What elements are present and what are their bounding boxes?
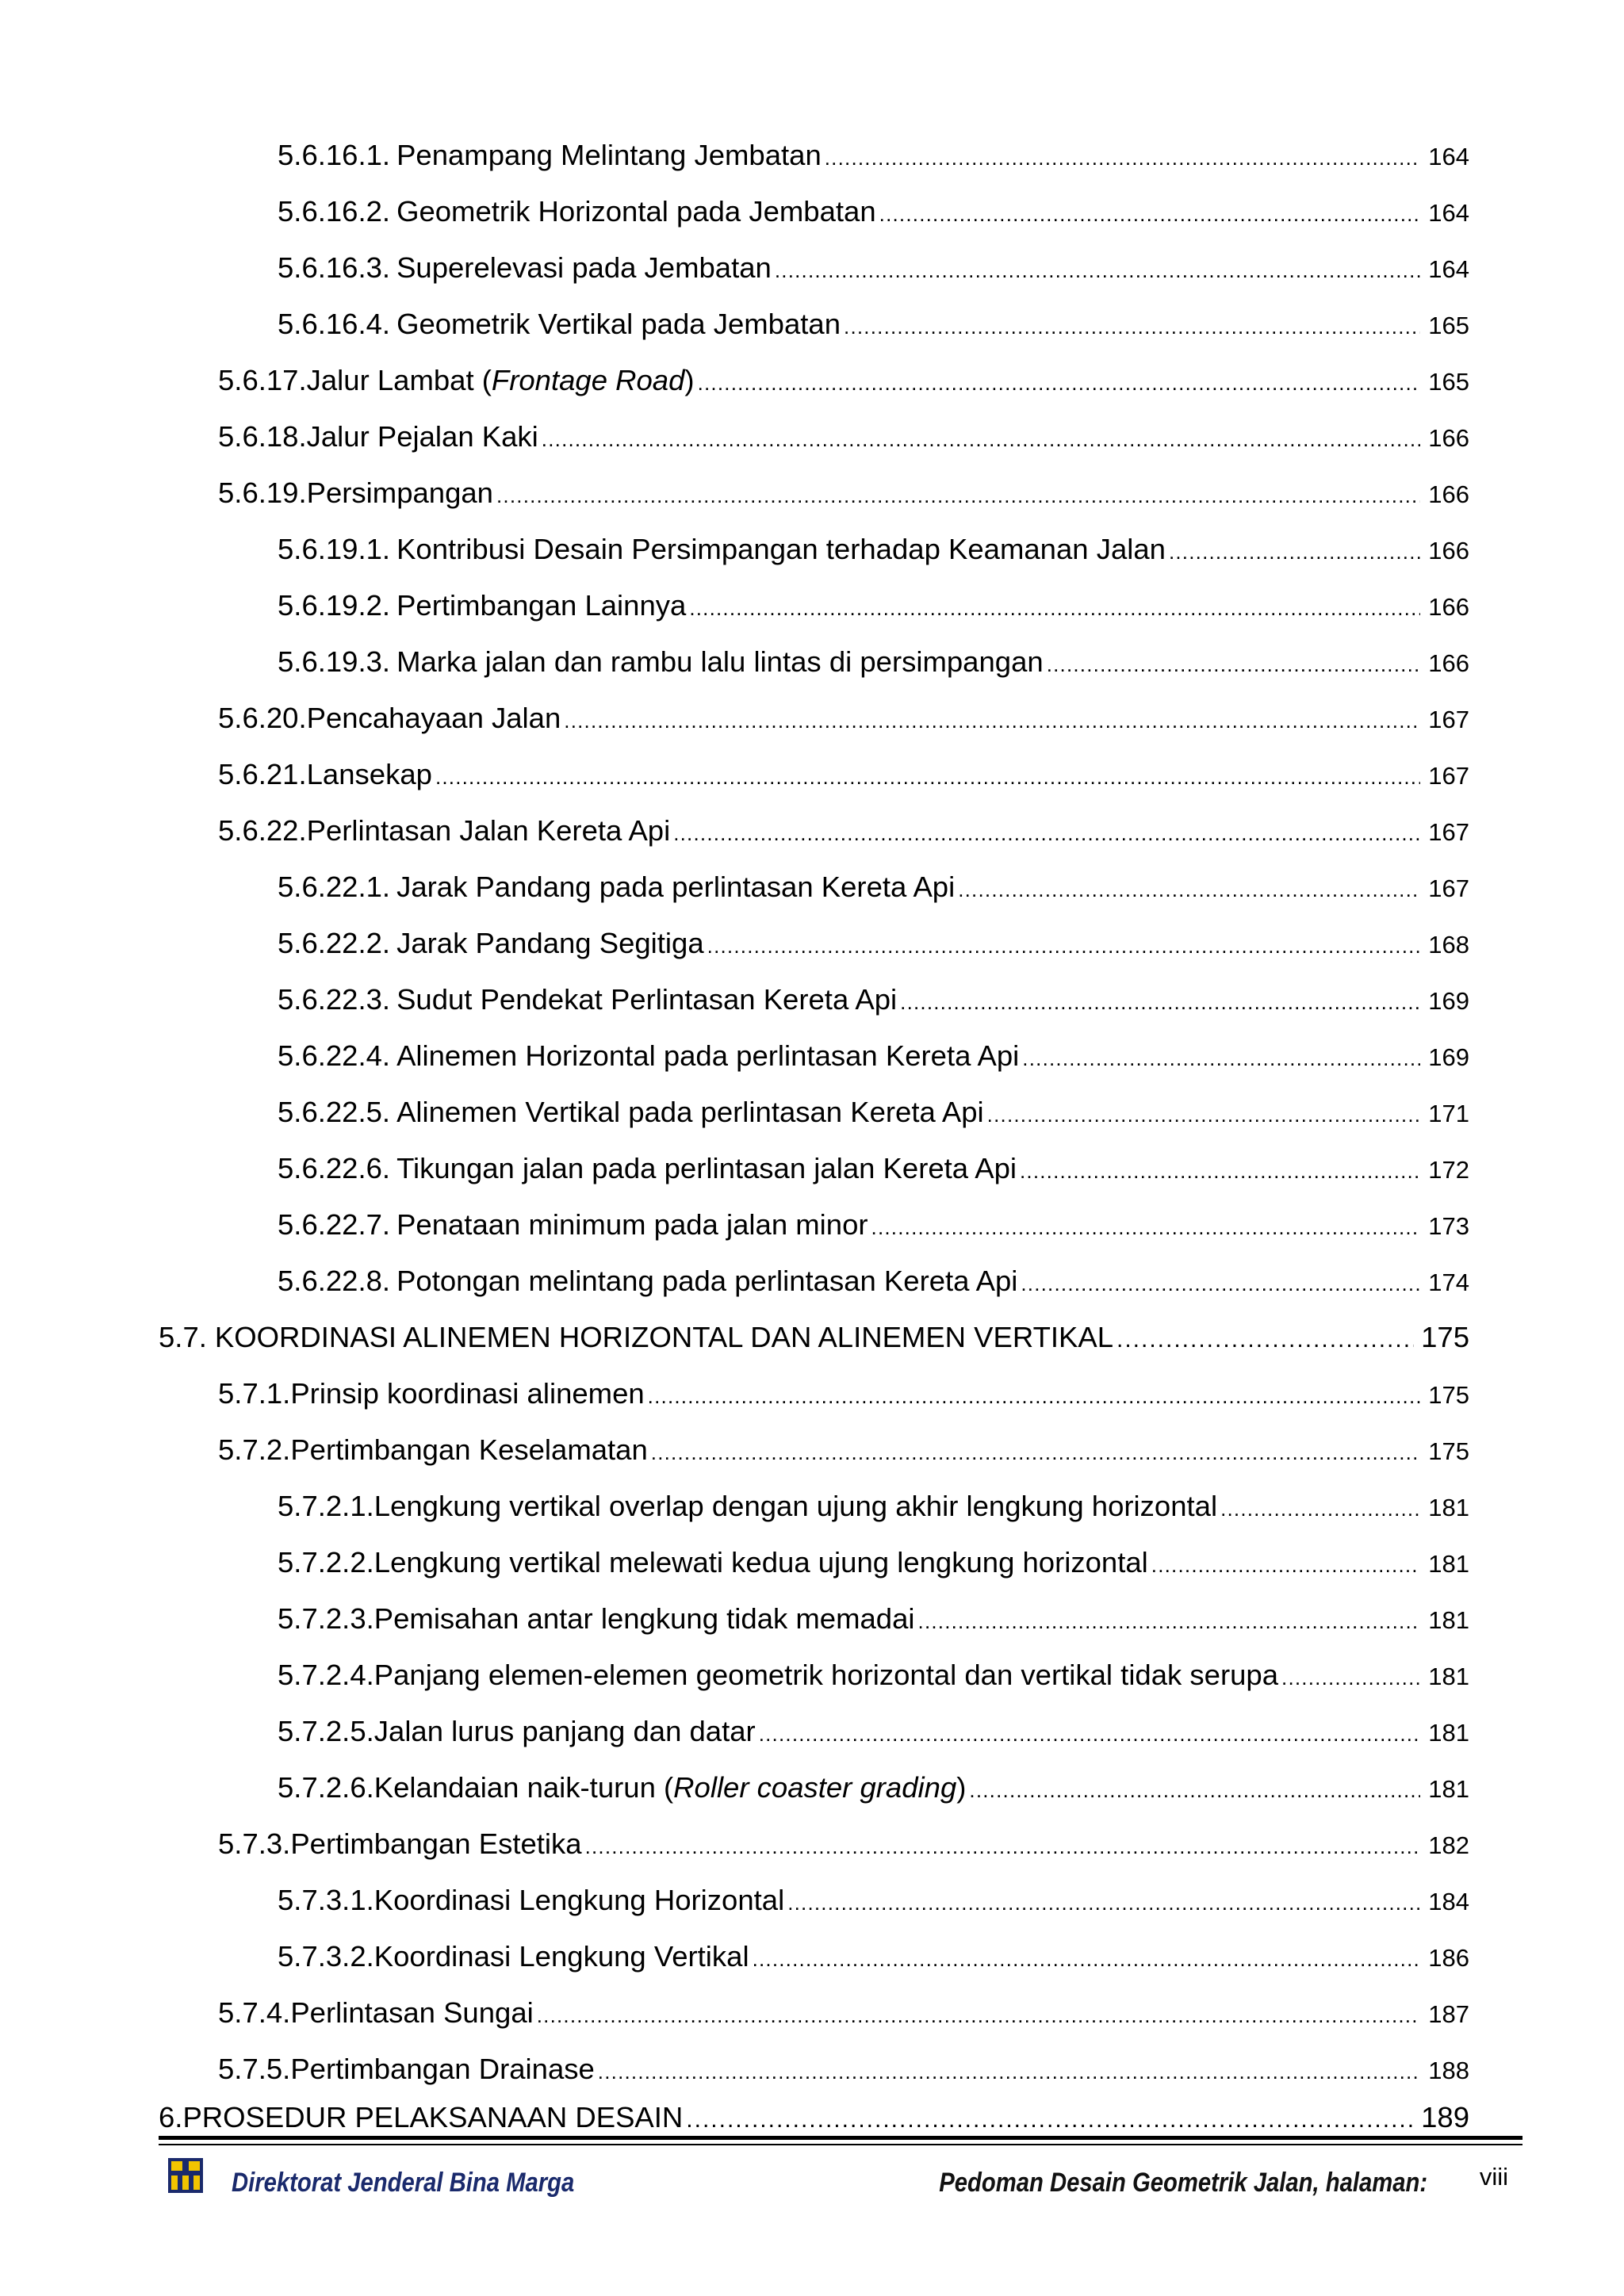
toc-entry-title: Persimpangan <box>306 476 493 509</box>
toc-entry-page: 189 <box>1421 2101 1469 2133</box>
toc-leader-dots <box>1151 1545 1420 1585</box>
toc-leader-dots <box>564 701 1420 740</box>
toc-entry[interactable] <box>278 867 1469 907</box>
toc-entry-title: Tikungan jalan pada perlintasan jalan Kereta Api <box>396 1152 1017 1184</box>
toc-leader-dots <box>1169 532 1420 572</box>
toc-entry-title: Pertimbangan Lainnya <box>396 589 687 622</box>
toc-leader-dots <box>707 926 1420 966</box>
toc-entry[interactable] <box>278 1768 1469 1808</box>
toc-entry-title: Perlintasan Jalan Kereta Api <box>306 814 671 847</box>
toc-entry[interactable] <box>278 248 1469 288</box>
toc-leader-dots <box>598 2052 1420 2091</box>
toc-entry-number: 5.6.18. <box>218 420 307 453</box>
toc-leader-dots <box>900 982 1420 1022</box>
toc-entry-page: 166 <box>1428 480 1469 508</box>
toc-entry-number: 5.6.16.4. <box>278 308 391 340</box>
toc-entry-page: 164 <box>1428 199 1469 227</box>
toc-entry-title: PROSEDUR PELAKSANAAN DESAIN <box>182 2101 684 2133</box>
toc-entry-page: 169 <box>1428 987 1469 1015</box>
footer-page-number: viii <box>1479 2163 1508 2191</box>
toc-entry-title: Jalur Lambat (Frontage Road) <box>306 364 695 396</box>
toc-leader-dots <box>958 870 1420 909</box>
toc-leader-dots <box>987 1095 1420 1135</box>
toc-entry-number: 5.6.22.8. <box>278 1265 391 1297</box>
toc-entry-number: 5.7.1. <box>218 1377 291 1410</box>
toc-entry-page: 165 <box>1428 368 1469 396</box>
toc-entry-number: 5.6.19. <box>218 476 307 509</box>
toc-leader-dots <box>759 1714 1420 1754</box>
toc-entry-number: 5.6.19.2. <box>278 589 391 622</box>
toc-entry[interactable] <box>218 1824 1469 1864</box>
toc-entry[interactable] <box>218 361 1469 400</box>
toc-entry[interactable] <box>218 473 1469 513</box>
toc-leader-dots <box>1021 1264 1420 1303</box>
toc-entry-number: 5.6.22. <box>218 814 307 847</box>
toc-entry-page: 181 <box>1428 1494 1469 1521</box>
toc-entry-page: 175 <box>1428 1381 1469 1409</box>
toc-entry-page: 173 <box>1428 1212 1469 1240</box>
toc-entry-page: 181 <box>1428 1663 1469 1690</box>
toc-entry-page: 181 <box>1428 1719 1469 1747</box>
toc-entry-page: 167 <box>1428 874 1469 902</box>
toc-entry-page: 164 <box>1428 255 1469 283</box>
toc-entry-number: 5.6.21. <box>218 758 307 790</box>
toc-entry-title: Jarak Pandang Segitiga <box>396 927 704 959</box>
toc-entry[interactable] <box>278 1261 1469 1301</box>
toc-entry[interactable] <box>278 1937 1469 1976</box>
bina-marga-logo-icon <box>168 2158 203 2193</box>
toc-entry[interactable] <box>278 530 1469 569</box>
toc-entry[interactable] <box>278 136 1469 175</box>
toc-leader-dots <box>825 138 1420 178</box>
toc-leader-dots <box>844 307 1420 346</box>
toc-entry[interactable] <box>278 1543 1469 1582</box>
footer-divider-thin <box>159 2144 1522 2145</box>
toc-entry-page: 182 <box>1428 1831 1469 1859</box>
toc-leader-dots <box>871 1207 1420 1247</box>
toc-entry[interactable] <box>218 2049 1469 2089</box>
toc-entry-number: 5.6.20. <box>218 702 307 734</box>
toc-entry[interactable] <box>278 1712 1469 1751</box>
toc-entry-number: 5.6.22.4. <box>278 1039 391 1072</box>
toc-entry-title: Pencahayaan Jalan <box>306 702 561 734</box>
toc-entry-number: 5.6.22.7. <box>278 1208 391 1241</box>
toc-entry-number: 5.6.22.2. <box>278 927 391 959</box>
toc-entry-number: 5.7.4. <box>218 1996 291 2029</box>
toc-leader-dots <box>648 1376 1420 1416</box>
toc-entry-page: 175 <box>1421 1321 1469 1353</box>
toc-leader-dots <box>585 1827 1420 1866</box>
toc-leader-dots <box>1220 1489 1420 1529</box>
toc-entry[interactable] <box>278 1599 1469 1639</box>
toc-entry-title: Pertimbangan Estetika <box>290 1827 582 1860</box>
toc-entry-number: 5.6.16.2. <box>278 195 391 228</box>
toc-entry-title: Geometrik Vertikal pada Jembatan <box>396 308 841 340</box>
toc-entry-number: 5.6.19.3. <box>278 645 391 678</box>
toc-entry[interactable] <box>218 755 1469 794</box>
toc-leader-dots <box>686 2100 1414 2140</box>
toc-entry-title: Sudut Pendekat Perlintasan Kereta Api <box>396 983 898 1016</box>
toc-entry-page: 181 <box>1428 1550 1469 1578</box>
toc-entry-title: Lengkung vertikal melewati kedua ujung lengkung horizontal <box>373 1546 1148 1578</box>
toc-entry-number: 5.7.2.6. <box>278 1771 374 1804</box>
toc-leader-dots <box>496 476 1420 515</box>
toc-entry-title: Koordinasi Lengkung Vertikal <box>373 1940 749 1973</box>
toc-entry-number: 5.7.3.2. <box>278 1940 374 1973</box>
toc-entry[interactable] <box>278 1487 1469 1526</box>
toc-entry-number: 5.7.2.2. <box>278 1546 374 1578</box>
toc-leader-dots <box>787 1883 1420 1923</box>
toc-leader-dots <box>775 251 1420 290</box>
toc-leader-dots <box>651 1433 1420 1472</box>
toc-entry-number: 5.7.2.4. <box>278 1659 374 1691</box>
toc-leader-dots <box>435 757 1420 797</box>
toc-entry[interactable] <box>218 698 1469 738</box>
toc-entry-title: Panjang elemen-elemen geometrik horizontal dan vertikal tidak serupa <box>373 1659 1279 1691</box>
toc-leader-dots <box>673 813 1420 853</box>
toc-entry-title: Jalur Pejalan Kaki <box>306 420 538 453</box>
toc-entry-page: 166 <box>1428 424 1469 452</box>
toc-entry-page: 166 <box>1428 537 1469 564</box>
toc-entry-title: Penataan minimum pada jalan minor <box>396 1208 868 1241</box>
toc-entry-number: 5.6.22.6. <box>278 1152 391 1184</box>
toc-entry-title: Potongan melintang pada perlintasan Kereta Api <box>396 1265 1018 1297</box>
toc-entry[interactable] <box>278 586 1469 626</box>
toc-entry-number: 5.6.16.1. <box>278 139 391 171</box>
toc-entry-title: Penampang Melintang Jembatan <box>396 139 822 171</box>
toc-entry[interactable] <box>278 1093 1469 1132</box>
toc-entry-title: Alinemen Vertikal pada perlintasan Kereta Api <box>396 1096 984 1128</box>
toc-entry[interactable] <box>278 924 1469 963</box>
toc-entry-title: Alinemen Horizontal pada perlintasan Kereta Api <box>396 1039 1020 1072</box>
toc-entry[interactable] <box>278 1149 1469 1188</box>
toc-entry-title: KOORDINASI ALINEMEN HORIZONTAL DAN ALINEMEN VERTIKAL <box>214 1321 1113 1353</box>
toc-entry[interactable] <box>218 1993 1469 2033</box>
toc-entry[interactable] <box>218 1374 1469 1414</box>
toc-entry-number: 5.7. <box>159 1321 207 1353</box>
toc-entry-number: 5.6.22.1. <box>278 871 391 903</box>
toc-entry-page: 187 <box>1428 2000 1469 2028</box>
footer-divider <box>159 2136 1522 2140</box>
toc-entry-title: Prinsip koordinasi alinemen <box>290 1377 645 1410</box>
toc-entry-page: 171 <box>1428 1100 1469 1127</box>
toc-entry-page: 186 <box>1428 1944 1469 1972</box>
toc-entry[interactable] <box>278 1655 1469 1695</box>
toc-entry-page: 165 <box>1428 312 1469 339</box>
toc-entry-page: 166 <box>1428 649 1469 677</box>
toc-entry-title: Marka jalan dan rambu lalu lintas di persimpangan <box>396 645 1044 678</box>
toc-leader-dots <box>879 194 1420 234</box>
toc-leader-dots <box>542 419 1420 459</box>
toc-entry-page: 184 <box>1428 1888 1469 1915</box>
toc-leader-dots <box>969 1770 1420 1810</box>
toc-entry-page: 166 <box>1428 593 1469 621</box>
footer-organization: Direktorat Jenderal Bina Marga <box>232 2168 575 2198</box>
toc-entry-title: Kelandaian naik-turun (Roller coaster grading) <box>373 1771 967 1804</box>
toc-leader-dots <box>1022 1039 1420 1078</box>
toc-entry-title: Superelevasi pada Jembatan <box>396 251 772 284</box>
toc-entry[interactable] <box>278 304 1469 344</box>
toc-entry-page: 164 <box>1428 143 1469 170</box>
toc-entry-title: Jarak Pandang pada perlintasan Kereta Api <box>396 871 956 903</box>
toc-entry-title: Pertimbangan Keselamatan <box>290 1433 648 1466</box>
toc-entry[interactable] <box>218 811 1469 851</box>
toc-entry-number: 5.6.22.5. <box>278 1096 391 1128</box>
toc-entry-number: 5.7.3.1. <box>278 1884 374 1916</box>
toc-entry-page: 168 <box>1428 931 1469 959</box>
toc-entry[interactable] <box>278 1881 1469 1920</box>
toc-entry-title: Perlintasan Sungai <box>290 1996 534 2029</box>
toc-entry[interactable] <box>159 1318 1469 1357</box>
toc-entry-page: 181 <box>1428 1606 1469 1634</box>
toc-entry-number: 5.6.22.3. <box>278 983 391 1016</box>
toc-entry-page: 167 <box>1428 706 1469 733</box>
toc-leader-dots <box>1020 1151 1420 1191</box>
toc-entry-number: 5.7.5. <box>218 2053 291 2085</box>
toc-entry-page: 167 <box>1428 818 1469 846</box>
toc-entry-number: 5.7.2.1. <box>278 1490 374 1522</box>
toc-entry-page: 175 <box>1428 1437 1469 1465</box>
toc-entry-page: 172 <box>1428 1156 1469 1184</box>
toc-leader-dots <box>918 1601 1420 1641</box>
toc-entry[interactable] <box>278 642 1469 682</box>
toc-leader-dots <box>753 1939 1420 1979</box>
toc-entry-number: 5.7.2.5. <box>278 1715 374 1747</box>
toc-entry-number: 5.7.2.3. <box>278 1602 374 1635</box>
toc-leader-dots <box>1047 645 1420 684</box>
toc-entry[interactable] <box>218 1430 1469 1470</box>
page-footer <box>159 2150 1522 2198</box>
toc-leader-dots <box>1281 1658 1420 1697</box>
toc-entry[interactable] <box>159 2098 1469 2137</box>
toc-entry-title: Geometrik Horizontal pada Jembatan <box>396 195 876 228</box>
toc-entry-title: Kontribusi Desain Persimpangan terhadap Keamanan Jalan <box>396 533 1166 565</box>
toc-entry[interactable] <box>278 192 1469 232</box>
toc-entry-page: 169 <box>1428 1043 1469 1071</box>
toc-entry-page: 188 <box>1428 2057 1469 2084</box>
toc-entry-number: 5.6.19.1. <box>278 533 391 565</box>
toc-entry[interactable] <box>278 1036 1469 1076</box>
toc-entry-title: Lengkung vertikal overlap dengan ujung akhir lengkung horizontal <box>373 1490 1218 1522</box>
toc-entry[interactable] <box>278 1205 1469 1245</box>
toc-entry-page: 174 <box>1428 1269 1469 1296</box>
footer-document-title: Pedoman Desain Geometrik Jalan, halaman: <box>939 2168 1427 2198</box>
toc-entry-page: 167 <box>1428 762 1469 790</box>
toc-entry-number: 6. <box>159 2101 183 2133</box>
toc-leader-dots <box>698 363 1420 403</box>
toc-entry-page: 181 <box>1428 1775 1469 1803</box>
toc-entry-title: Koordinasi Lengkung Horizontal <box>373 1884 785 1916</box>
toc-entry-number: 5.7.3. <box>218 1827 291 1860</box>
toc-entry-title: Jalan lurus panjang dan datar <box>373 1715 756 1747</box>
toc-entry-title: Pertimbangan Drainase <box>290 2053 595 2085</box>
toc-leader-dots <box>689 588 1420 628</box>
toc-leader-dots <box>537 1996 1420 2035</box>
toc-entry[interactable] <box>218 417 1469 457</box>
toc-entry-number: 5.6.17. <box>218 364 307 396</box>
toc-entry[interactable] <box>278 980 1469 1020</box>
toc-leader-dots <box>1116 1320 1414 1360</box>
toc-entry-title: Pemisahan antar lengkung tidak memadai <box>373 1602 915 1635</box>
toc-entry-title: Lansekap <box>306 758 432 790</box>
toc-entry-number: 5.7.2. <box>218 1433 291 1466</box>
toc-entry-number: 5.6.16.3. <box>278 251 391 284</box>
